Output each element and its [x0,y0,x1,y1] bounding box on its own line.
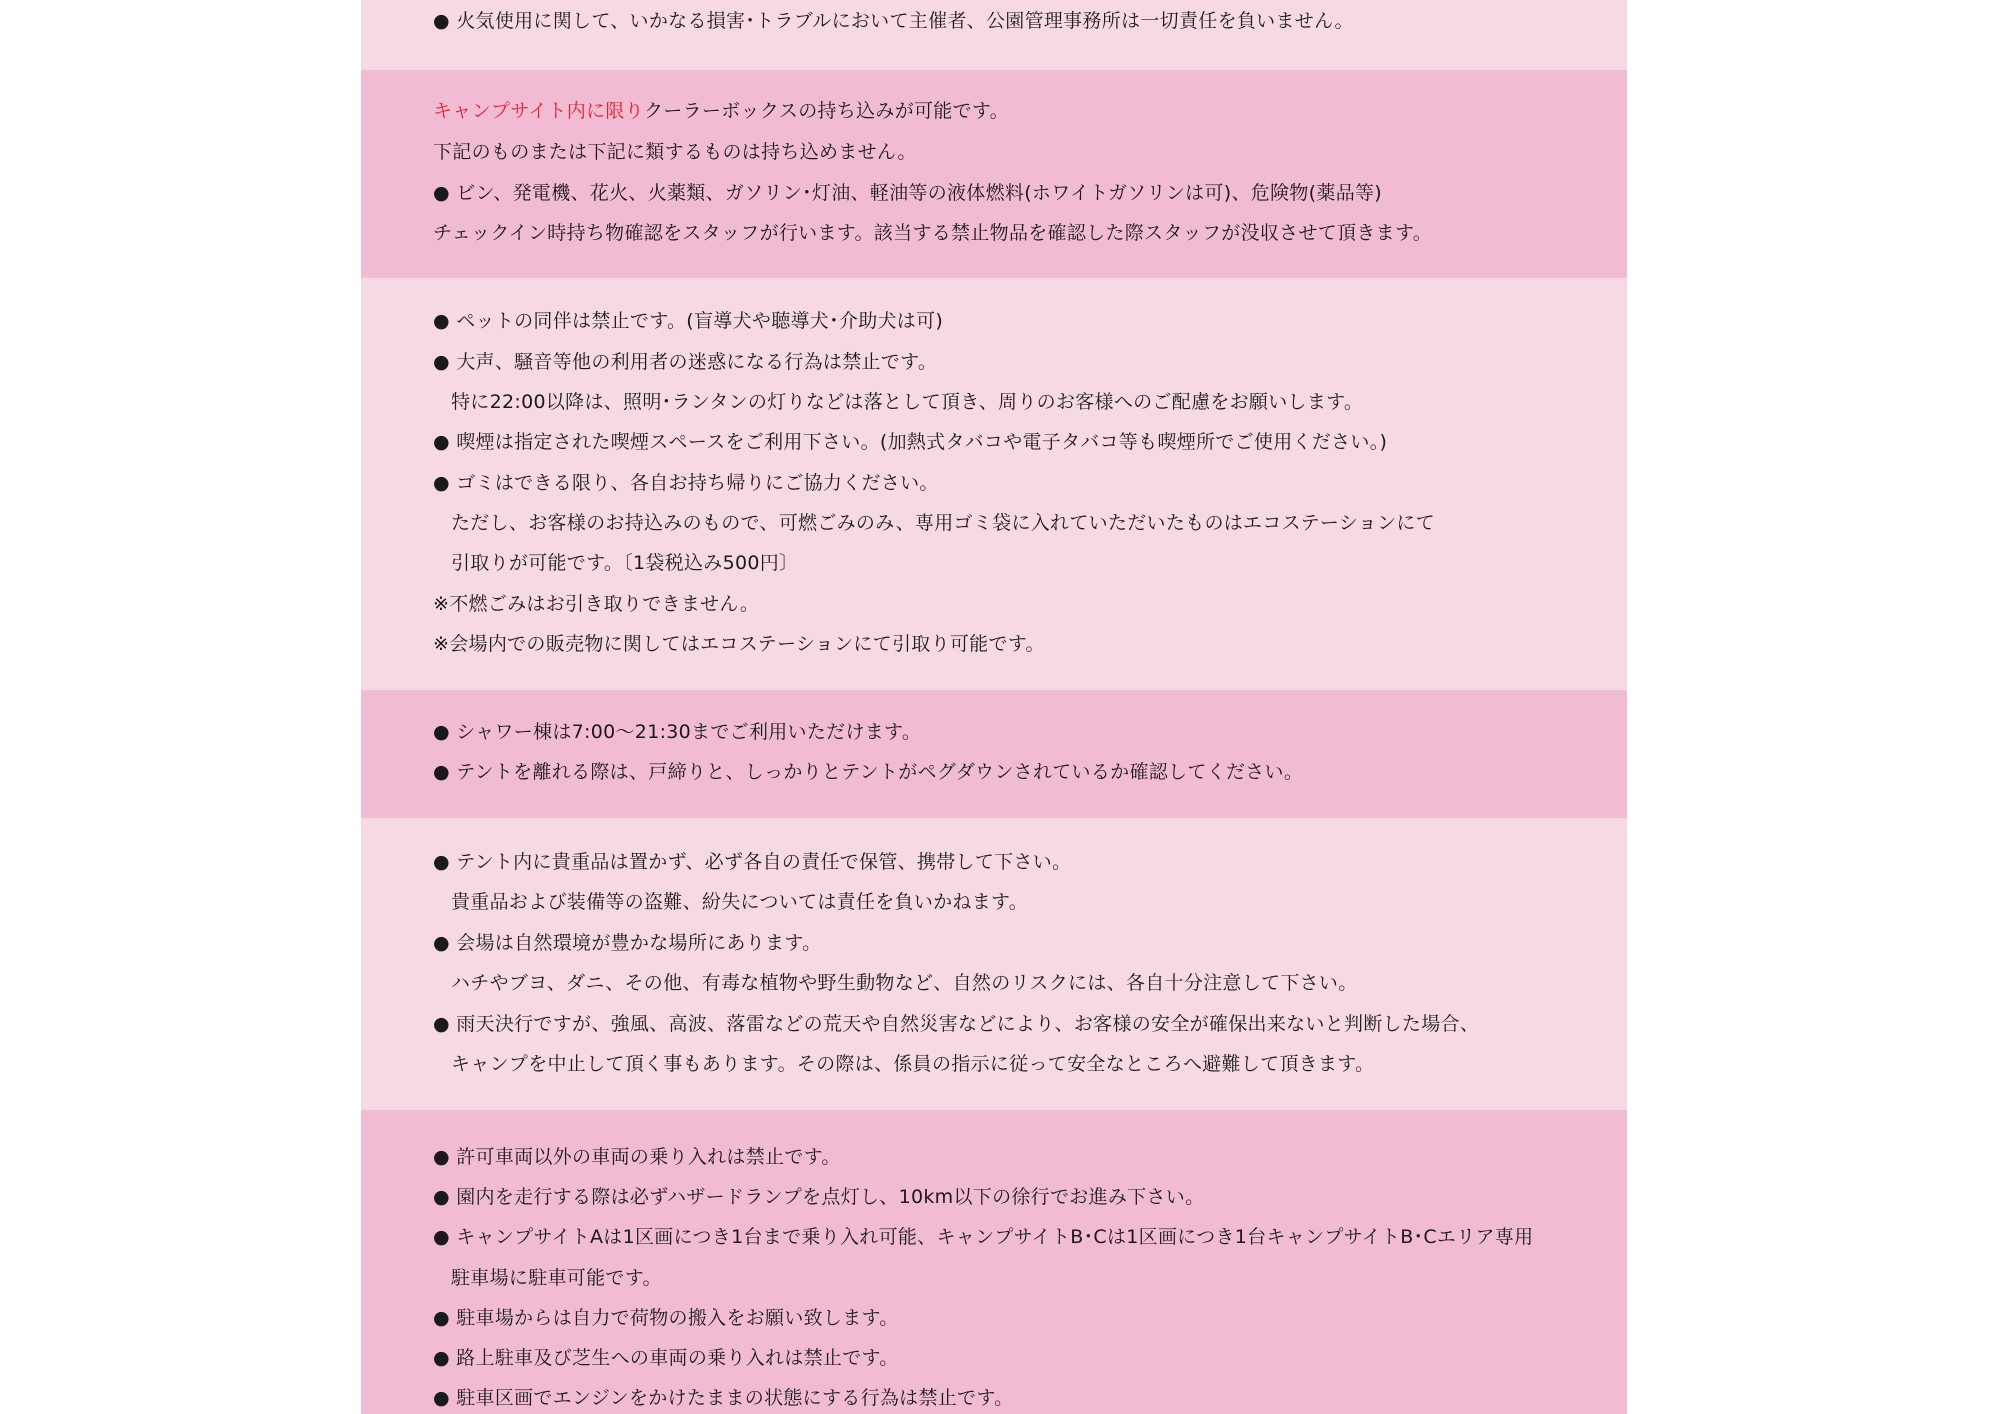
notice-line: ハチやブヨ、ダニ、その他、有毒な植物や野生動物など、自然のリスクには、各自十分注意して下さい。 [451,972,1358,994]
notice-line: ● 喫煙は指定された喫煙スペースをご利用下さい。(加熱式タバコや電子タバコ等も喫煙所でご使用ください。) [433,431,1388,453]
notice-line: 下記のものまたは下記に類するものは持ち込めません。 [433,141,917,163]
highlight-text: キャンプサイト内に限り [433,100,644,122]
notice-line: ● ゴミはできる限り、各自お持ち帰りにご協力ください。 [433,472,939,494]
notice-line: ● 許可車両以外の車両の乗り入れは禁止です。 [433,1146,841,1168]
notice-document [361,0,1627,1414]
notice-line-text: クーラーボックスの持ち込みが可能です。 [643,100,1009,122]
notice-line: 貴重品および装備等の盗難、紛失については責任を負いかねます。 [451,891,1029,913]
notice-line: ● 会場は自然環境が豊かな場所にあります。 [433,932,822,954]
notice-line: ● 火気使用に関して、いかなる損害･トラブルにおいて主催者、公園管理事務所は一切責任を負いません。 [433,10,1354,32]
notice-line: ● 駐車場からは自力で荷物の搬入をお願い致します。 [433,1307,899,1329]
section-shower-tent [361,690,1627,818]
notice-line: ※会場内での販売物に関してはエコステーションにて引取り可能です。 [433,633,1045,655]
notice-line: ● テント内に貴重品は置かず、必ず各自の責任で保管、携帯して下さい。 [433,851,1072,873]
notice-line: 引取りが可能です。〔1袋税込み500円〕 [451,552,799,574]
notice-line: ● ペットの同伴は禁止です。(盲導犬や聴導犬･介助犬は可) [433,310,944,332]
section-manners [361,278,1627,690]
section-cooler-box [361,70,1627,278]
section-fire-liability [361,0,1627,70]
notice-line: ● キャンプサイトAは1区画につき1台まで乗り入れ可能、キャンプサイトB･Cは1区画につき1台キャンプサイトB･Cエリア専用 [433,1226,1534,1248]
notice-line: ※不燃ごみはお引き取りできません。 [433,593,760,615]
notice-line: キャンプを中止して頂く事もあります。その際は、係員の指示に従って安全なところへ避難して頂きます。 [451,1053,1375,1075]
notice-line: ● 大声、騒音等他の利用者の迷惑になる行為は禁止です。 [433,351,938,373]
notice-line: 特に22:00以降は、照明･ランタンの灯りなどは落として頂き、周りのお客様へのご配慮をお願いします。 [451,391,1364,413]
notice-line: ● シャワー棟は7:00～21:30までご利用いただけます。 [433,721,922,743]
notice-line: ● 駐車区画でエンジンをかけたままの状態にする行為は禁止です。 [433,1387,1014,1409]
notice-line: ● 園内を走行する際は必ずハザードランプを点灯し、10km以下の徐行でお進み下さい。 [433,1186,1205,1208]
notice-line: チェックイン時持ち物確認をスタッフが行います。該当する禁止物品を確認した際スタッフが没収させて頂きます。 [433,222,1433,244]
section-safety [361,818,1627,1110]
notice-line: ただし、お客様のお持込みのもので、可燃ごみのみ、専用ゴミ袋に入れていただいたものはエコステーションにて [451,512,1435,534]
notice-line: ● 雨天決行ですが、強風、高波、落雷などの荒天や自然災害などにより、お客様の安全が確保出来ないと判断した場合、 [433,1013,1480,1035]
section-vehicles [361,1110,1627,1414]
notice-line [433,98,1009,124]
notice-line: ● 路上駐車及び芝生への車両の乗り入れは禁止です。 [433,1347,899,1369]
notice-line: 駐車場に駐車可能です。 [451,1267,662,1289]
notice-line: ● テントを離れる際は、戸締りと、しっかりとテントがペグダウンされているか確認してください。 [433,761,1304,783]
notice-line: ● ビン、発電機、花火、火薬類、ガソリン･灯油、軽油等の液体燃料(ホワイトガソリンは可)、危険物(薬品等) [433,182,1383,204]
